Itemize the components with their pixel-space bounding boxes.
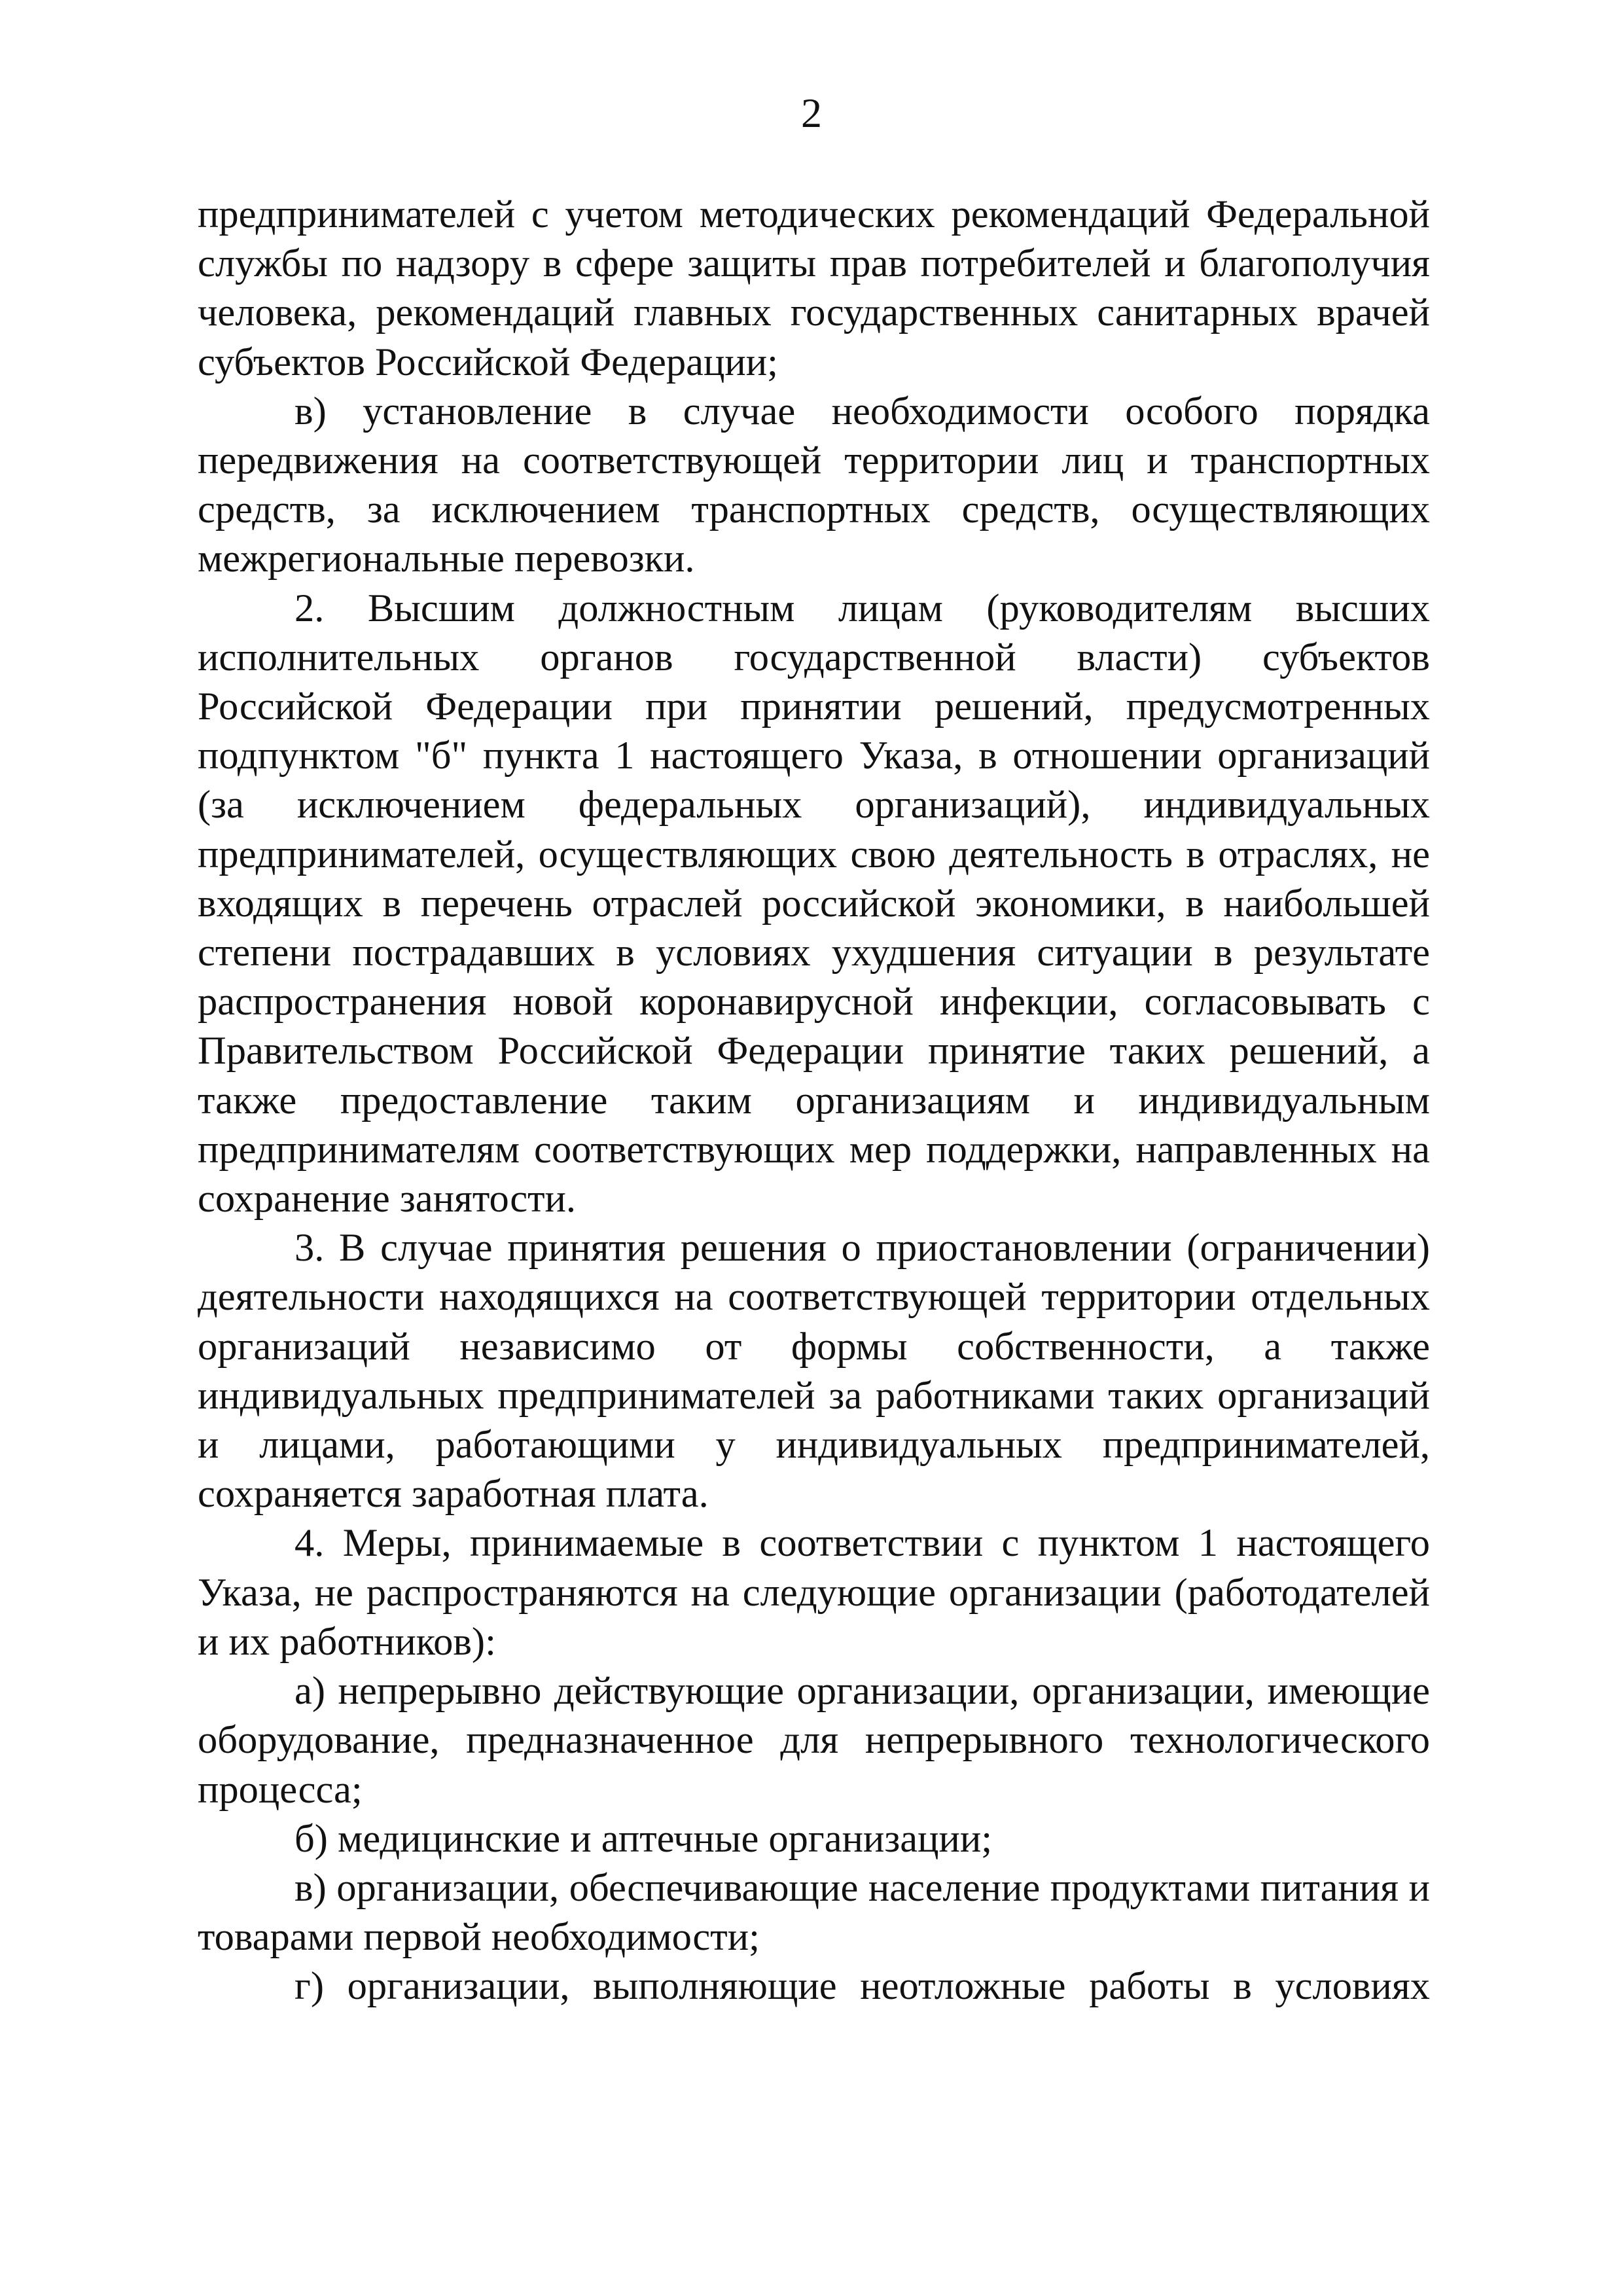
text-line: территории отдельных организаций независимо от формы: [198, 1275, 1430, 1369]
text-line: (работодателей и их работников):: [198, 1570, 1430, 1664]
text-line: 2. Высшим должностным лицам (руководителям высших: [294, 586, 1430, 630]
text-line: Указа, не распространяются на следующие организации: [198, 1570, 1162, 1615]
text-line: Федеральной службы по надзору в сфере защиты прав потребителей: [198, 192, 1430, 286]
text-line: г) организации, выполняющие неотложные работы в условиях: [294, 1964, 1430, 2009]
text-line: средств, за исключением транспортных средств, осуществляющих: [198, 488, 1430, 532]
text-line: Российской Федерации при принятии решений, предусмотренных: [198, 685, 1430, 729]
text-line: б) медицинские и аптечные организации;: [294, 1816, 993, 1861]
text-line: исполнительных органов государственной власти) субъектов: [198, 635, 1430, 679]
text-line: а) непрерывно действующие организации, организации,: [294, 1669, 1255, 1713]
text-line: предпринимателям соответствующих мер поддержки, направленных: [198, 1127, 1377, 1172]
text-line: передвижения на соответствующей территории лиц и транспортных: [198, 439, 1430, 483]
text-line: предпринимателей с учетом методических рекомендаций: [198, 192, 1190, 236]
text-line: межрегиональные перевозки.: [198, 537, 695, 581]
paragraph-item-a: [198, 1666, 1430, 1814]
text-line: условиях ухудшения ситуации в результате распространения новой: [198, 931, 1431, 1024]
text-line: на сохранение занятости.: [198, 1127, 1430, 1221]
document-body: [198, 190, 1430, 2011]
text-line: коронавирусной инфекции, согласовывать с Правительством: [198, 980, 1431, 1073]
text-line: 4. Меры, принимаемые в соответствии с пунктом 1 настоящего: [294, 1521, 1430, 1566]
paragraph-clause-2: [198, 584, 1430, 1224]
paragraph-continuation: [198, 190, 1430, 387]
text-line: санитарных врачей субъектов Российской Федерации;: [198, 291, 1430, 384]
text-line: подпунктом "б" пункта 1 настоящего Указа, в отношении: [198, 734, 1202, 778]
text-line: питания и товарами первой необходимости;: [198, 1865, 1431, 1960]
paragraph-item-b: [198, 1814, 1430, 1863]
paragraph-clause-4: [198, 1518, 1430, 1666]
text-line: собственности, а также индивидуальных предпринимателей за: [198, 1324, 1430, 1418]
text-line: Российской Федерации принятие таких решений, а также: [198, 1029, 1431, 1122]
paragraph-item-g: [198, 1962, 1430, 2011]
paragraph-item-v: [198, 387, 1430, 584]
paragraph-clause-3: [198, 1223, 1430, 1518]
text-line: в) организации, обеспечивающие население продуктами: [294, 1865, 1251, 1910]
text-line: работниками таких организаций и лицами, работающими у: [198, 1373, 1430, 1467]
text-line: предоставление таким организациям и индивидуальным: [340, 1078, 1431, 1122]
paragraph-item-v2: [198, 1863, 1430, 1962]
text-line: в) установление в случае необходимости особого порядка: [294, 389, 1430, 433]
text-line: 3. В случае принятия решения о приостановлении: [294, 1226, 1172, 1270]
text-line: технологического процесса;: [198, 1718, 1431, 1812]
text-line: деятельность в отраслях, не входящих в перечень отраслей: [198, 832, 1430, 925]
text-line: (ограничении) деятельности находящихся на соответствующей: [198, 1226, 1430, 1319]
text-line: и благополучия человека, рекомендаций главных государственных: [198, 242, 1430, 335]
text-line: индивидуальных предпринимателей, сохраняется заработная плата.: [198, 1423, 1431, 1516]
text-line: организаций (за исключением федеральных организаций),: [198, 734, 1431, 827]
text-line: российской экономики, в наибольшей степени пострадавших в: [198, 881, 1430, 975]
page-number: 2: [801, 90, 822, 136]
text-line: индивидуальных предпринимателей, осуществляющих свою: [198, 783, 1431, 876]
text-line: имеющие оборудование, предназначенное для непрерывного: [198, 1669, 1430, 1763]
